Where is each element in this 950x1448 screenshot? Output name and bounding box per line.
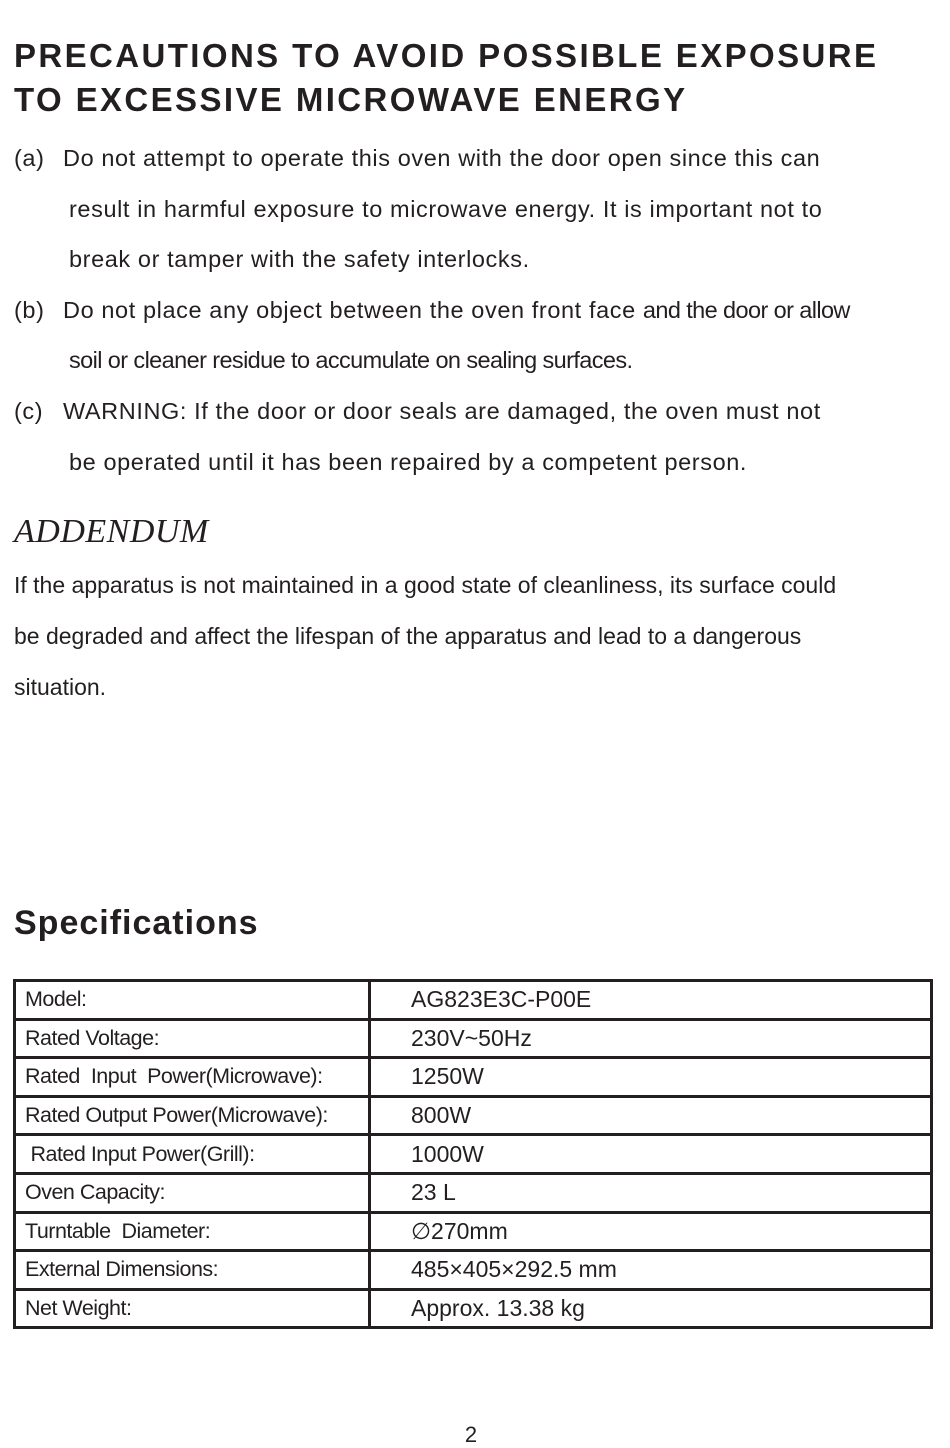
precaution-text: Do not place any object between the oven front face — [63, 296, 643, 323]
precaution-letter: (a) — [14, 145, 45, 171]
precaution-text-condensed: and the door or allow — [642, 296, 850, 323]
spec-label: Oven Capacity: — [15, 1173, 370, 1212]
precaution-line: break or tamper with the safety interlocks. — [69, 246, 530, 273]
spec-row-input-power-grill — [15, 1135, 932, 1174]
spec-row-external-dimensions — [15, 1251, 932, 1290]
precaution-line: be operated until it has been repaired by a competent person. — [69, 448, 748, 475]
precautions-heading-line-1: PRECAUTIONS TO AVOID POSSIBLE EXPOSURE — [14, 37, 879, 74]
spec-value: 1000W — [370, 1135, 932, 1174]
precaution-letter: (b) — [14, 296, 45, 323]
page-number: 2 — [464, 1422, 478, 1447]
precaution-line: soil or cleaner residue to accumulate on sealing surfaces. — [69, 347, 633, 374]
spec-row-turntable-diameter — [15, 1212, 932, 1251]
addendum-line: If the apparatus is not maintained in a good state of cleanliness, its surface could — [14, 572, 837, 598]
spec-row-rated-voltage — [15, 1019, 932, 1058]
precaution-item-c — [14, 386, 939, 487]
spec-value: 800W — [370, 1096, 932, 1135]
precaution-line — [14, 133, 939, 184]
spec-label: Rated Output Power(Microwave): — [15, 1096, 370, 1135]
precaution-text: Do not attempt to operate this oven with the door open since this can — [63, 145, 821, 171]
spec-row-model — [15, 981, 932, 1020]
spec-value: AG823E3C-P00E — [370, 981, 932, 1020]
precaution-letter: (c) — [14, 397, 44, 424]
spec-label: Turntable Diameter: — [15, 1212, 370, 1251]
precaution-line — [14, 386, 939, 437]
spec-row-input-power-microwave — [15, 1058, 932, 1097]
spec-value: Approx. 13.38 kg — [370, 1289, 932, 1328]
spec-value: 485×405×292.5 mm — [370, 1251, 932, 1290]
specifications-table — [13, 979, 933, 1329]
addendum-title: ADDENDUM — [14, 513, 209, 550]
precaution-text: WARNING: If the door or door seals are damaged, the oven must not — [63, 397, 821, 424]
addendum-line: be degraded and affect the lifespan of the apparatus and lead to a dangerous — [14, 622, 802, 649]
spec-label: External Dimensions: — [15, 1251, 370, 1290]
spec-label: Rated Input Power(Grill): — [15, 1135, 370, 1174]
spec-value: 1250W — [370, 1058, 932, 1097]
spec-row-net-weight — [15, 1289, 932, 1328]
spec-value: 230V~50Hz — [370, 1019, 932, 1058]
precautions-heading — [14, 34, 944, 122]
precautions-heading-line-2: TO EXCESSIVE MICROWAVE ENERGY — [14, 81, 688, 118]
spec-row-oven-capacity — [15, 1173, 932, 1212]
spec-label: Net Weight: — [15, 1289, 370, 1328]
addendum-line: situation. — [14, 673, 107, 700]
spec-label: Model: — [15, 981, 370, 1020]
precaution-line — [14, 285, 939, 336]
precaution-item-a — [14, 133, 939, 285]
spec-row-output-power-microwave — [15, 1096, 932, 1135]
precaution-line: result in harmful exposure to microwave energy. It is important not to — [69, 195, 823, 222]
spec-value: 23 L — [370, 1173, 932, 1212]
precaution-item-b — [14, 285, 939, 386]
precautions-list — [14, 133, 939, 487]
spec-label: Rated Voltage: — [15, 1019, 370, 1058]
spec-value: ∅270mm — [370, 1212, 932, 1251]
addendum-body — [14, 560, 934, 712]
spec-label: Rated Input Power(Microwave): — [15, 1058, 370, 1097]
specifications-title: Specifications — [14, 904, 259, 942]
